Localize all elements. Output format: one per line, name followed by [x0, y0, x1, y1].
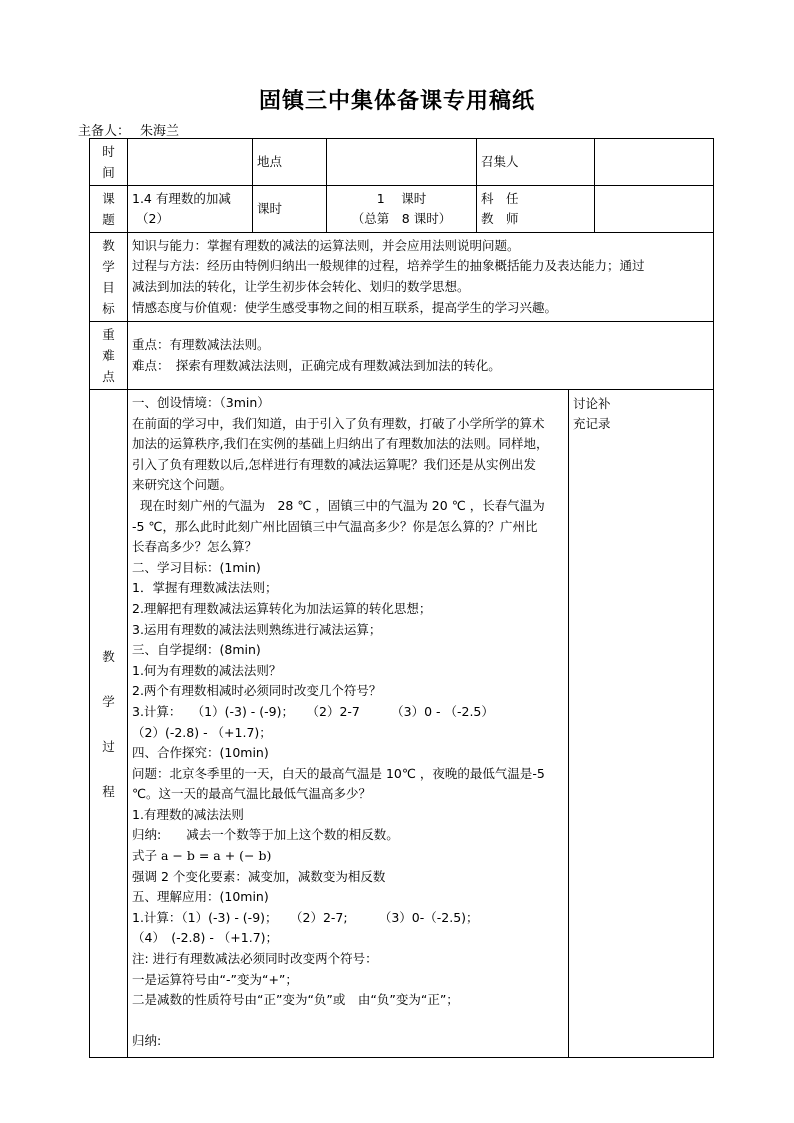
topic-label-cell [90, 186, 128, 233]
objectives-line: 知识与能力：掌握有理数的减法的运算法则，并会应用法则说明问题。 [132, 237, 520, 253]
time-value-cell [128, 139, 253, 186]
keypoints-label-3: 点 [102, 369, 115, 384]
topic-label-2: 题 [102, 212, 115, 227]
process-line: 来研究这个问题。 [132, 477, 233, 493]
process-line: 3.计算： （1）(-3) - (-9)； （2）2-7 （3）0 - （-2.5） [132, 703, 494, 719]
process-line: 1.何为有理数的减法法则？ [132, 662, 282, 678]
objectives-label-1: 教 [102, 238, 115, 253]
preparer-line [78, 120, 179, 139]
teacher-label-cell [477, 186, 595, 233]
teacher-label-1: 科 任 [481, 191, 519, 206]
process-line: 3.运用有理数的减法法则熟练进行减法运算； [132, 621, 382, 637]
process-line: 三、自学提纲：(8min) [132, 642, 261, 658]
process-label-3: 过 [102, 738, 115, 754]
process-line: 1.计算：（1）(-3) - (-9)； （2）2-7; （3）0-（-2.5)； [132, 909, 479, 925]
process-line: 在前面的学习中，我们知道，由于引入了负有理数，打破了小学所学的算术 [132, 415, 545, 431]
process-line: -5 ℃，那么此时此刻广州比固镇三中气温高多少？你是怎么算的？广州比 [132, 518, 538, 534]
process-line: 现在时刻广州的气温为 28 ℃ ，固镇三中的气温为 20 ℃ ，长春气温为 [132, 497, 545, 513]
row-process [90, 390, 714, 1058]
topic-value-2: （2） [136, 211, 169, 226]
process-line: ℃。这一天的最高气温比最低气温高多少？ [132, 786, 372, 802]
process-formula: 式子 a − b = a + (− b) [132, 848, 272, 864]
topic-value-cell [128, 186, 253, 233]
process-line: 长春高多少？怎么算？ [132, 539, 258, 555]
preparer-name: 朱海兰 [140, 124, 180, 139]
preparer-label: 主备人： [78, 124, 131, 139]
objectives-content [128, 233, 714, 322]
objectives-line: 过程与方法：经历由特例归纳出一般规律的过程，培养学生的抽象概括能力及表达能力；通过 [132, 258, 645, 274]
objectives-label-3: 目 [102, 280, 115, 295]
time-label-2: 间 [102, 165, 115, 180]
time-label-1: 时 [102, 144, 115, 159]
hours-value-2: （总第 8 课时） [351, 211, 452, 226]
objectives-line: 减法到加法的转化，让学生初步体会转化、划归的数学思想。 [132, 279, 470, 294]
row-topic [90, 186, 714, 233]
keypoints-label-1: 重 [102, 327, 115, 342]
teacher-value-cell [595, 186, 714, 233]
process-line: 引入了负有理数以后,怎样进行有理数的减法运算呢？我们还是从实例出发 [132, 456, 536, 472]
hours-value-cell [327, 186, 477, 233]
process-line: 归纳: 减去一个数等于加上这个数的相反数。 [132, 827, 399, 843]
process-line: 归纳: [132, 1033, 162, 1049]
process-line: 一是运算符号由“-”变为“+”； [132, 971, 298, 987]
keypoint-line: 难点： 探索有理数减法法则，正确完成有理数减法到加法的转化。 [132, 357, 501, 373]
convener-label: 召集人 [481, 154, 519, 169]
process-label-4: 程 [102, 783, 115, 799]
time-label-cell [90, 139, 128, 186]
process-line: 五、理解应用：(10min) [132, 889, 269, 905]
process-line: 四、合作探究：(10min) [132, 745, 269, 761]
keypoints-label-cell [90, 322, 128, 390]
place-label: 地点 [257, 154, 283, 169]
teacher-label-2: 教 师 [481, 211, 519, 226]
convener-value-cell [595, 139, 714, 186]
hours-label-cell [253, 186, 327, 233]
process-line: 注: 进行有理数减法必须同时改变两个符号： [132, 951, 378, 967]
row-keypoints [90, 322, 714, 390]
process-label-2: 学 [102, 693, 115, 709]
process-line: 二、学习目标：(1min) [132, 559, 261, 575]
process-content [128, 390, 569, 1058]
lesson-plan-table [89, 138, 714, 1058]
process-line: 1.有理数的减法法则 [132, 806, 244, 822]
process-line: 二是减数的性质符号由“正”变为“负”或 由“负”变为“正”； [132, 992, 459, 1008]
process-line: 一、创设情境：（3min） [132, 395, 270, 410]
process-line [132, 1011, 564, 1032]
keypoints-label-2: 难 [102, 348, 115, 363]
hours-value-1: 1 课时 [376, 191, 427, 206]
page-title: 固镇三中集体备课专用稿纸 [258, 89, 535, 114]
side-note-1: 讨论补 [573, 396, 611, 411]
process-line: 问题：北京冬季里的一天，白天的最高气温是 10℃ ，夜晚的最低气温是-5 [132, 765, 545, 781]
process-line: （2）(-2.8) - （+1.7)； [132, 724, 272, 740]
convener-label-cell [477, 139, 595, 186]
objectives-label-2: 学 [102, 259, 115, 274]
process-line: 加法的运算秩序,我们在实例的基础上归纳出了有理数加法的法则。同样地， [132, 436, 549, 452]
process-line: 2.理解把有理数减法运算转化为加法运算的转化思想； [132, 600, 432, 616]
row-time [90, 139, 714, 186]
topic-value-1: 1.4 有理数的加减 [132, 191, 231, 206]
objectives-line: 情感态度与价值观：使学生感受事物之间的相互联系，提高学生的学习兴趣。 [132, 299, 558, 315]
process-label-cell [90, 390, 128, 1058]
process-line: 2.两个有理数相减时必须同时改变几个符号？ [132, 683, 382, 699]
hours-label: 课时 [257, 201, 283, 216]
place-value-cell [327, 139, 477, 186]
keypoint-line: 重点：有理数减法法则。 [132, 336, 270, 352]
place-label-cell [253, 139, 327, 186]
side-note-2: 充记录 [573, 416, 611, 431]
objectives-label-cell [90, 233, 128, 322]
process-line: 强调 2 个变化要素：减变加，减数变为相反数 [132, 868, 386, 884]
row-objectives [90, 233, 714, 322]
process-label-1: 教 [102, 648, 115, 664]
discussion-notes-cell [569, 390, 714, 1058]
process-line: 1．掌握有理数减法法则； [132, 580, 278, 596]
process-line: （4） (-2.8) - （+1.7)； [132, 930, 279, 946]
topic-label-1: 课 [102, 191, 115, 206]
objectives-label-4: 标 [102, 301, 115, 316]
keypoints-content [128, 322, 714, 390]
